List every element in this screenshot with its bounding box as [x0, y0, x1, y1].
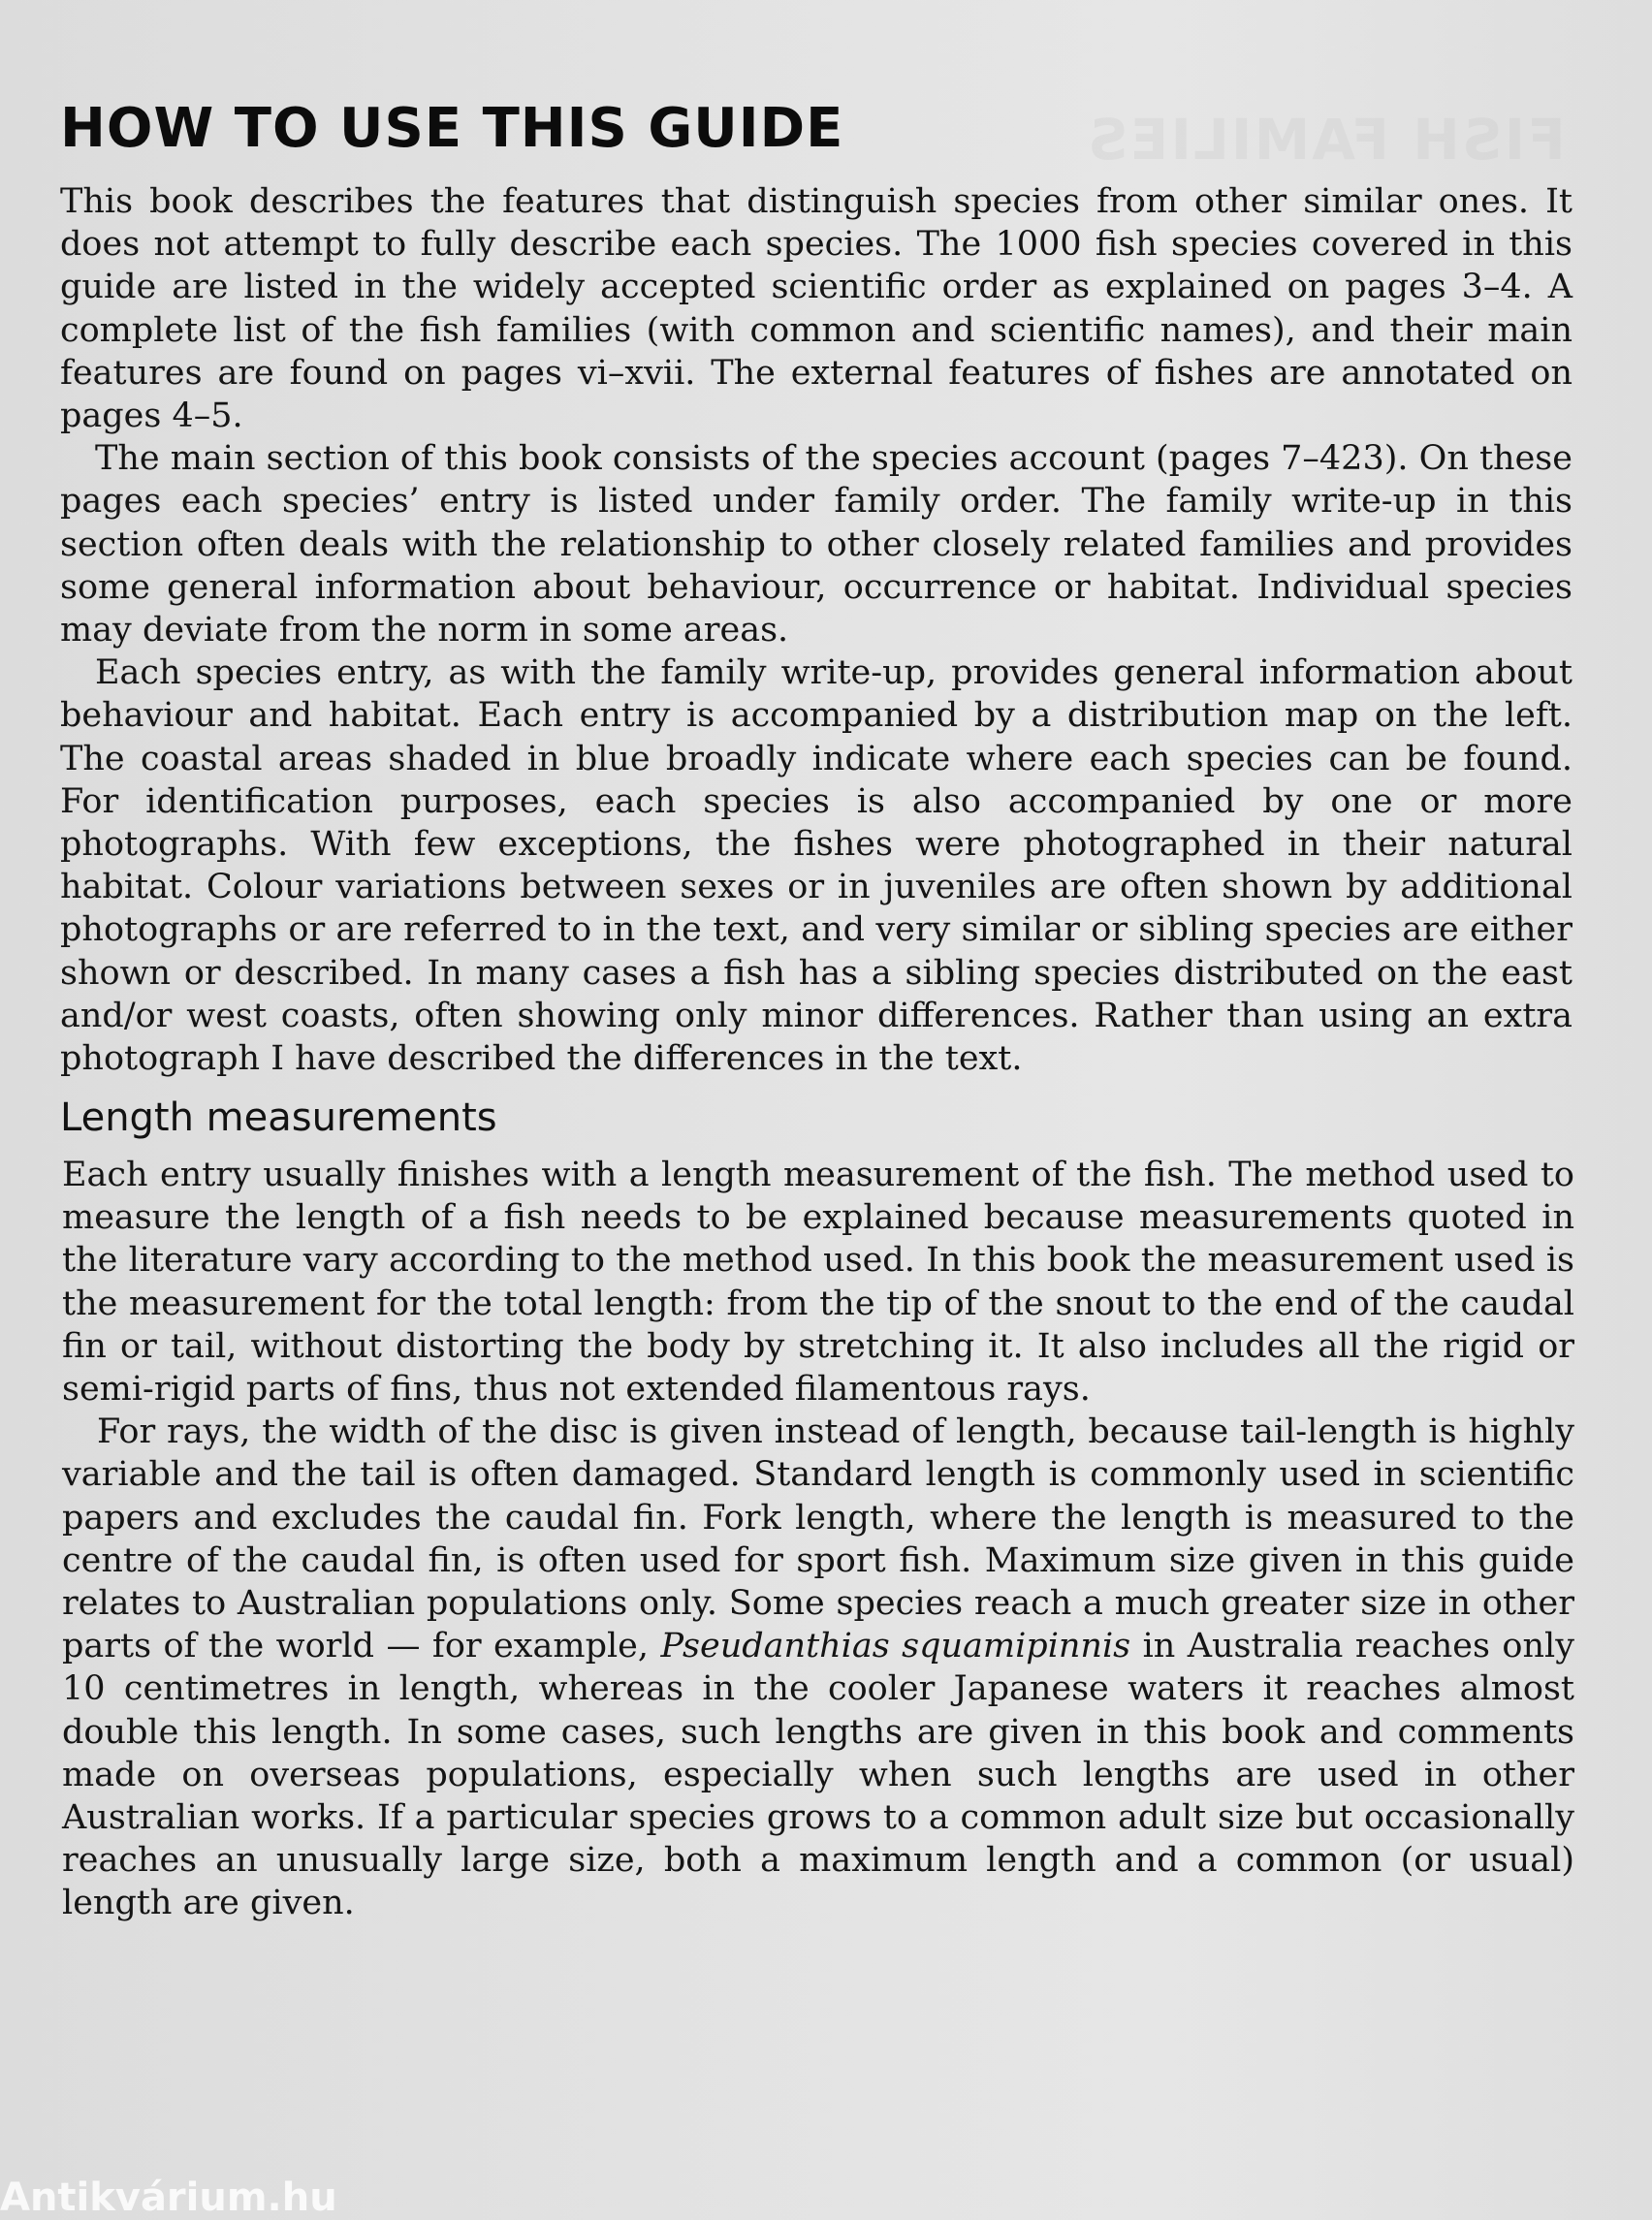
facing-page-title-showthrough — [1086, 107, 1566, 173]
length-paragraph — [62, 1411, 1574, 1924]
length-paragraph-text: For rays, the width of the disc is given instead of length, because tail-length is highly variable and the tail is often damaged. Standard length is commonly used in scientific papers and excludes the caudal fin. Fork length, where the length is measured to the centre of the caudal fin, is often used for sport fish. Maximum size given in this guide relates to Australian populations only. Some species reach a much greater size in other parts of the world — for example, — [62, 1412, 1574, 1666]
intro-paragraph: The main section of this book consists of the species account (pages 7–423). On these pages each species’ entry is listed under family order. The family write-up in this section often deals with the relationship to other closely related families and provides some general information about behaviour, occurrence or habitat. Individual species may deviate from the norm in some areas. — [60, 439, 1573, 650]
section-heading-length-measurements: Length measurements — [60, 1095, 497, 1140]
species-name: Pseudanthias squamipinnis — [660, 1627, 1131, 1666]
watermark: Antikvárium.hu — [0, 2175, 337, 2220]
intro-paragraph: Each species entry, as with the family write-up, provides general information about behaviour and habitat. Each entry is accompanied by a distribution map on the left. The coastal areas shaded in blue broadly indicate where each species can be found. For identification purposes, each species is also accompanied by one or more photographs. With few exceptions, the fishes were photographed in their natural habitat. Colour variations between sexes or in juveniles are often shown by additional photographs or are referred to in the text, and very similar or sibling species are either shown or described. In many cases a fish has a sibling species distributed on the east and/or west coasts, often showing only minor differences. Rather than using an extra photograph I have described the differences in the text. — [60, 653, 1573, 1079]
intro-paragraph: This book describes the features that distinguish species from other similar ones. It does not attempt to fully describe each species. The 1000 fish species covered in this guide are listed in the widely accepted scientific order as explained on pages 3–4. A complete list of the fish families (with common and scientific names), and their main features are found on pages vi–xvii. The external features of fishes are annotated on pages 4–5. — [60, 182, 1573, 436]
length-paragraph: Each entry usually finishes with a length measurement of the fish. The method used to measure the length of a fish needs to be explained because measurements quoted in the literature vary according to the method used. In this book the measurement used is the measurement for the total length: from the tip of the snout to the end of the caudal fin or tail, without distorting the body by stretching it. It also includes all the rigid or semi-rigid parts of fins, thus not extended filamentous rays. — [62, 1156, 1574, 1410]
intro-section — [60, 180, 1573, 1080]
length-measurements-section — [62, 1154, 1574, 1925]
page-title: HOW TO USE THIS GUIDE — [60, 97, 844, 160]
length-paragraph-text: in Australia reaches only 10 centimetres in length, whereas in the cooler Japanese waters it reaches almost double this length. In some cases, such lengths are given in this book and comments made on overseas populations, especially when such lengths are used in other Australian works. If a particular species grows to a common adult size but occasionally reaches an unusually large size, both a maximum length and a common (or usual) length are given. — [62, 1627, 1574, 1923]
